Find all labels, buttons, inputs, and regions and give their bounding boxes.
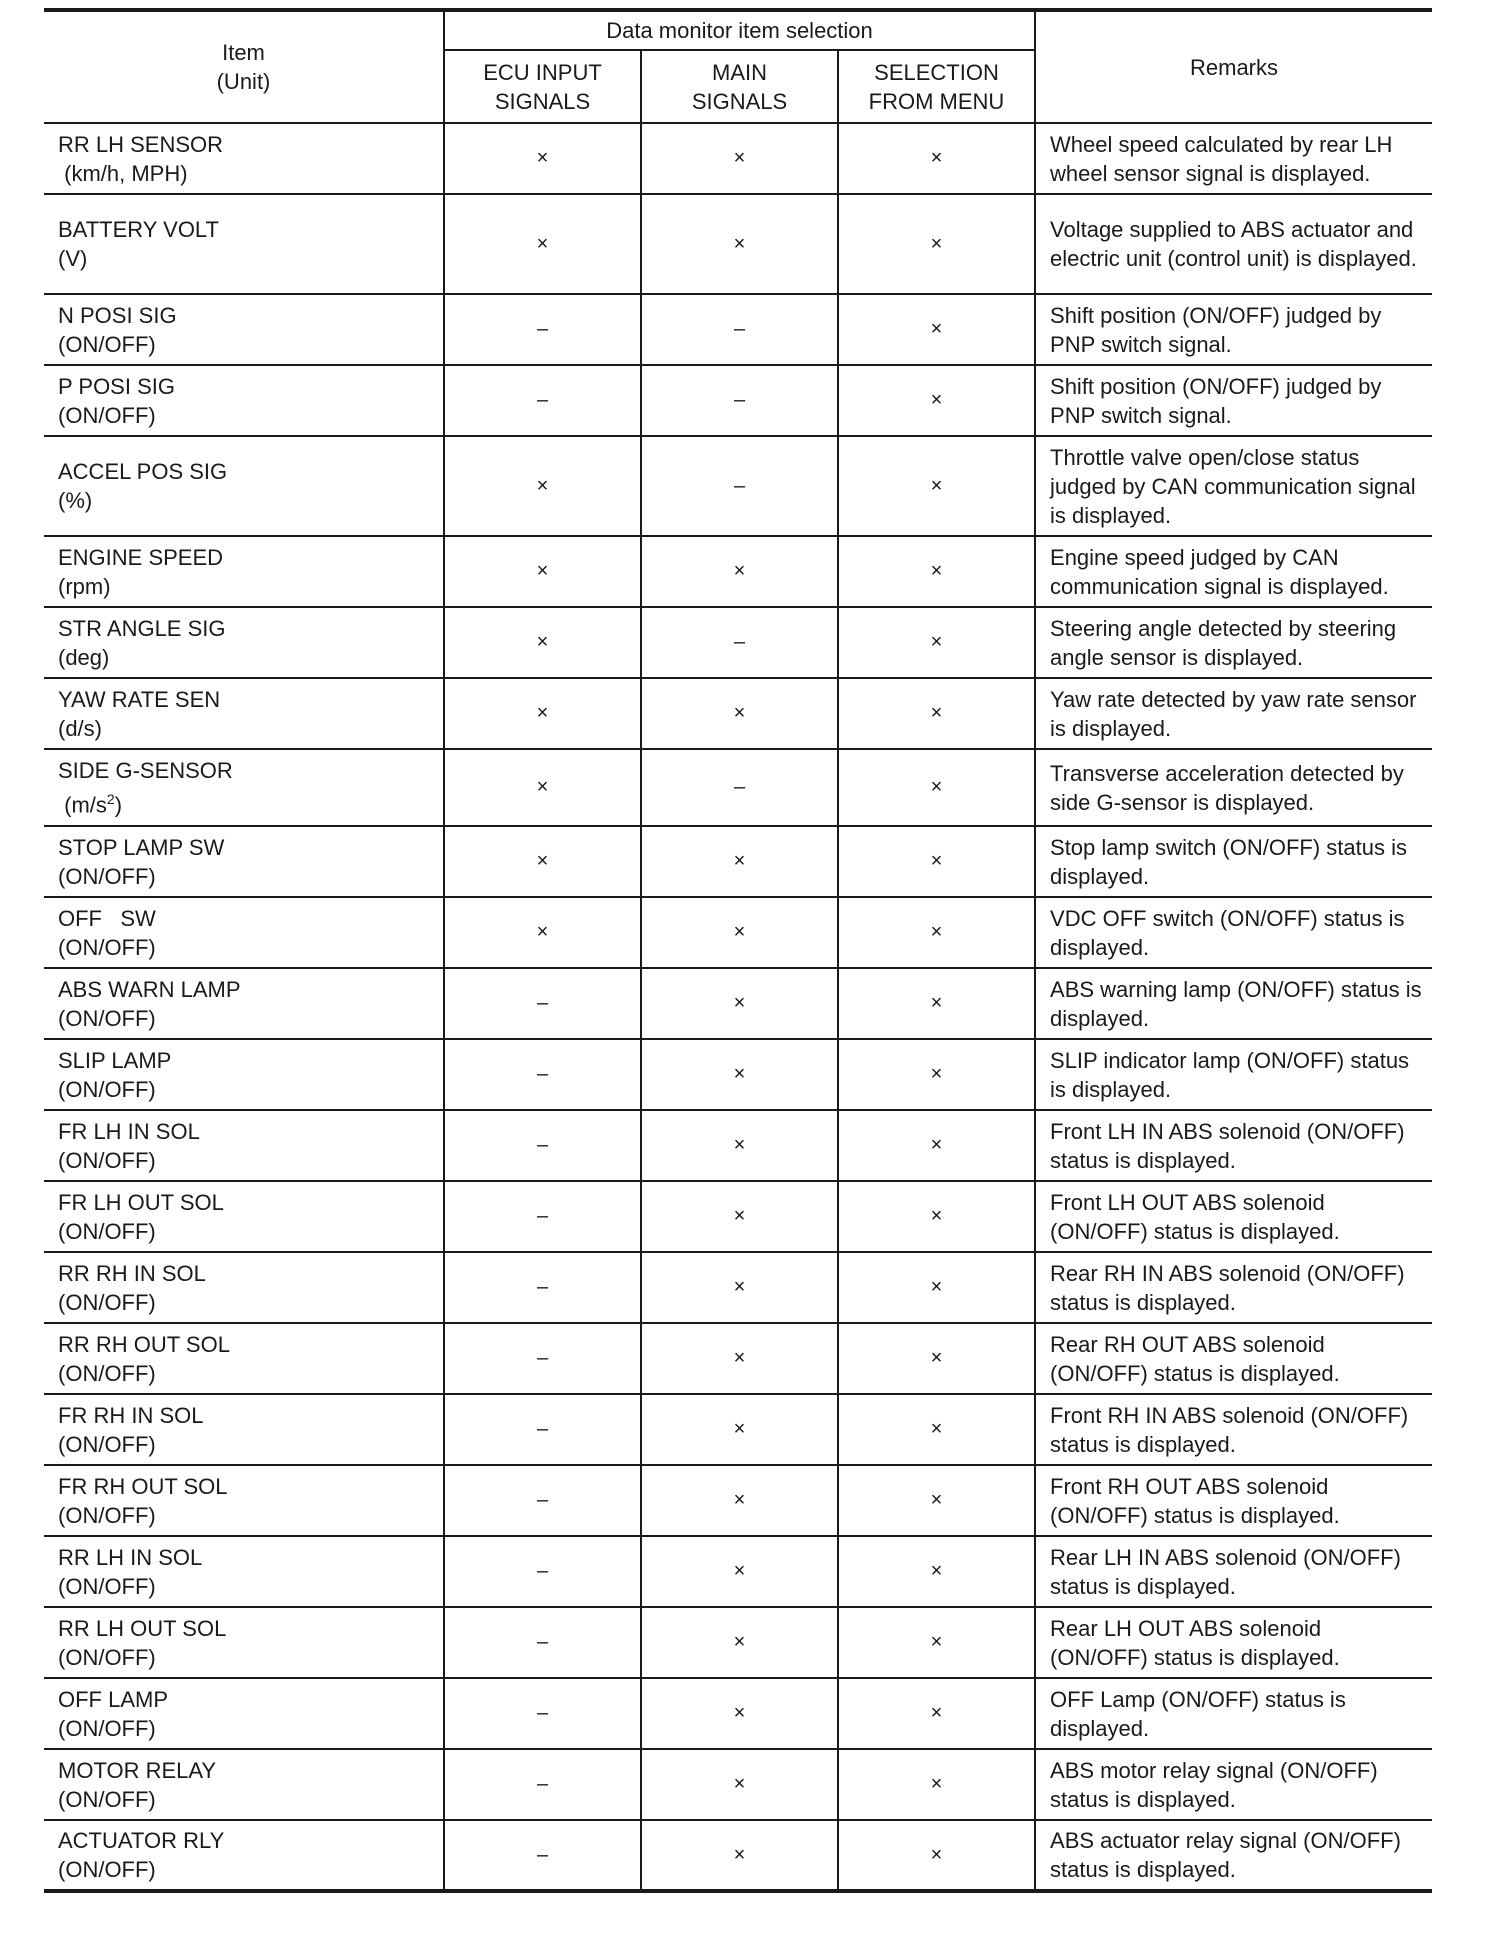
remark-cell: Front LH OUT ABS solenoid (ON/OFF) status is displayed. (1035, 1181, 1432, 1252)
table-row (44, 436, 1432, 536)
mark-main: × (641, 897, 838, 968)
header-remarks: Remarks (1035, 10, 1432, 123)
mark-ecu: – (444, 1323, 641, 1394)
mark-main: × (641, 1607, 838, 1678)
item-unit: (ON/OFF) (58, 402, 156, 428)
item-cell (44, 1323, 444, 1394)
mark-ecu: – (444, 1394, 641, 1465)
mark-menu: × (838, 436, 1035, 536)
mark-ecu: – (444, 365, 641, 436)
remark-cell: Stop lamp switch (ON/OFF) status is displayed. (1035, 826, 1432, 897)
mark-ecu: × (444, 897, 641, 968)
remark-cell: ABS motor relay signal (ON/OFF) status is displayed. (1035, 1749, 1432, 1820)
item-name: RR RH IN SOL (58, 1260, 206, 1286)
mark-main: × (641, 1394, 838, 1465)
table-row (44, 1323, 1432, 1394)
table-row (44, 826, 1432, 897)
mark-menu: × (838, 607, 1035, 678)
table-row (44, 1181, 1432, 1252)
item-name: RR LH IN SOL (58, 1544, 203, 1570)
mark-menu: × (838, 536, 1035, 607)
mark-menu: × (838, 1039, 1035, 1110)
header-main-line2: SIGNALS (691, 88, 788, 114)
header-main-line1: MAIN (712, 59, 767, 85)
item-cell (44, 1394, 444, 1465)
item-unit: (V) (58, 246, 88, 271)
item-cell (44, 1252, 444, 1323)
header-item (44, 10, 444, 123)
item-cell (44, 897, 444, 968)
item-name: N POSI SIG (58, 302, 177, 328)
table-row (44, 1820, 1432, 1891)
mark-main: – (641, 294, 838, 365)
item-unit-close: ) (114, 792, 123, 818)
mark-menu: × (838, 826, 1035, 897)
item-unit-superscript: 2 (106, 790, 115, 807)
item-unit: (ON/OFF) (58, 1573, 156, 1599)
item-cell (44, 536, 444, 607)
remark-cell: Front RH IN ABS solenoid (ON/OFF) status is displayed. (1035, 1394, 1432, 1465)
item-name: SIDE G-SENSOR (58, 757, 233, 783)
item-unit: (d/s) (58, 715, 102, 741)
mark-menu: × (838, 897, 1035, 968)
header-data-monitor: Data monitor item selection (444, 10, 1035, 50)
remark-cell: Steering angle detected by steering angle sensor is displayed. (1035, 607, 1432, 678)
table-row (44, 897, 1432, 968)
table-row (44, 968, 1432, 1039)
remark-cell: VDC OFF switch (ON/OFF) status is displayed. (1035, 897, 1432, 968)
table-row (44, 749, 1432, 826)
item-cell (44, 1607, 444, 1678)
item-name: RR LH SENSOR (58, 131, 224, 157)
mark-ecu: × (444, 607, 641, 678)
header-menu-line1: SELECTION (874, 59, 999, 85)
item-name: P POSI SIG (58, 373, 175, 399)
item-unit: (ON/OFF) (58, 1857, 156, 1882)
mark-menu: × (838, 123, 1035, 194)
table-row (44, 123, 1432, 194)
remark-cell: Front LH IN ABS solenoid (ON/OFF) status is displayed. (1035, 1110, 1432, 1181)
item-unit: (rpm) (58, 573, 111, 599)
item-name: OFF SW (58, 905, 156, 931)
item-unit: (ON/OFF) (58, 1431, 156, 1457)
remark-cell: Rear LH IN ABS solenoid (ON/OFF) status is displayed. (1035, 1536, 1432, 1607)
mark-main: – (641, 436, 838, 536)
item-cell (44, 1465, 444, 1536)
item-unit: (ON/OFF) (58, 1218, 156, 1244)
header-unit-label: (Unit) (216, 69, 271, 94)
table-row (44, 1110, 1432, 1181)
mark-ecu: – (444, 1039, 641, 1110)
item-cell (44, 194, 444, 294)
header-selection-from-menu (838, 50, 1035, 123)
item-cell (44, 436, 444, 536)
item-cell (44, 1536, 444, 1607)
remark-cell: SLIP indicator lamp (ON/OFF) status is displayed. (1035, 1039, 1432, 1110)
table-body (44, 123, 1432, 1891)
mark-menu: × (838, 1820, 1035, 1891)
item-cell (44, 1039, 444, 1110)
remark-cell: Rear RH OUT ABS solenoid (ON/OFF) status is displayed. (1035, 1323, 1432, 1394)
remark-cell: ABS warning lamp (ON/OFF) status is displayed. (1035, 968, 1432, 1039)
table-row (44, 1394, 1432, 1465)
mark-ecu: – (444, 1252, 641, 1323)
mark-menu: × (838, 968, 1035, 1039)
mark-main: – (641, 607, 838, 678)
item-cell (44, 1678, 444, 1749)
mark-main: × (641, 123, 838, 194)
item-name: ABS WARN LAMP (58, 976, 241, 1002)
table-row (44, 1536, 1432, 1607)
table-row (44, 194, 1432, 294)
item-name: SLIP LAMP (58, 1047, 172, 1073)
mark-main: × (641, 1536, 838, 1607)
mark-menu: × (838, 1323, 1035, 1394)
item-unit: (ON/OFF) (58, 863, 156, 889)
mark-main: × (641, 194, 838, 294)
mark-menu: × (838, 1252, 1035, 1323)
remark-cell: Rear RH IN ABS solenoid (ON/OFF) status is displayed. (1035, 1252, 1432, 1323)
table-row (44, 1678, 1432, 1749)
mark-ecu: – (444, 1678, 641, 1749)
mark-menu: × (838, 194, 1035, 294)
item-name: RR RH OUT SOL (58, 1331, 230, 1357)
item-cell (44, 1749, 444, 1820)
item-name: STOP LAMP SW (58, 834, 225, 860)
item-cell (44, 123, 444, 194)
mark-ecu: – (444, 968, 641, 1039)
item-name: FR RH OUT SOL (58, 1473, 228, 1499)
mark-menu: × (838, 1465, 1035, 1536)
item-cell (44, 294, 444, 365)
header-ecu-input-signals (444, 50, 641, 123)
item-name: ACTUATOR RLY (58, 1828, 225, 1853)
item-name: BATTERY VOLT (58, 217, 219, 242)
mark-ecu: – (444, 1536, 641, 1607)
mark-main: × (641, 1465, 838, 1536)
mark-menu: × (838, 1607, 1035, 1678)
mark-menu: × (838, 1394, 1035, 1465)
item-unit: (ON/OFF) (58, 1502, 156, 1528)
mark-main: × (641, 826, 838, 897)
item-cell (44, 968, 444, 1039)
item-unit: (ON/OFF) (58, 934, 156, 960)
item-name: STR ANGLE SIG (58, 615, 226, 641)
mark-main: – (641, 365, 838, 436)
remark-cell: Shift position (ON/OFF) judged by PNP switch signal. (1035, 365, 1432, 436)
item-cell (44, 365, 444, 436)
item-cell (44, 607, 444, 678)
remark-cell: Voltage supplied to ABS actuator and electric unit (control unit) is displayed. (1035, 194, 1432, 294)
header-ecu-line2: SIGNALS (494, 88, 591, 114)
mark-menu: × (838, 749, 1035, 826)
mark-main: × (641, 678, 838, 749)
item-unit: (ON/OFF) (58, 1715, 156, 1741)
header-ecu-line1: ECU INPUT (483, 59, 602, 85)
item-name: ENGINE SPEED (58, 544, 224, 570)
remark-cell: Rear LH OUT ABS solenoid (ON/OFF) status is displayed. (1035, 1607, 1432, 1678)
mark-main: × (641, 1110, 838, 1181)
remark-cell: ABS actuator relay signal (ON/OFF) status is displayed. (1035, 1820, 1432, 1891)
table-row (44, 678, 1432, 749)
item-name: ACCEL POS SIG (58, 459, 228, 484)
mark-main: × (641, 536, 838, 607)
mark-ecu: × (444, 749, 641, 826)
data-monitor-table (44, 8, 1432, 1893)
item-unit: (ON/OFF) (58, 1147, 156, 1173)
mark-ecu: × (444, 536, 641, 607)
mark-menu: × (838, 1181, 1035, 1252)
item-unit: (ON/OFF) (58, 1289, 156, 1315)
table-row (44, 365, 1432, 436)
mark-ecu: × (444, 123, 641, 194)
item-unit: (ON/OFF) (58, 1005, 156, 1031)
mark-main: × (641, 968, 838, 1039)
mark-menu: × (838, 1110, 1035, 1181)
mark-main: – (641, 749, 838, 826)
mark-ecu: × (444, 678, 641, 749)
table-row (44, 1465, 1432, 1536)
item-unit: (ON/OFF) (58, 1786, 156, 1812)
item-name: MOTOR RELAY (58, 1757, 217, 1783)
table-row (44, 1749, 1432, 1820)
item-unit: (ON/OFF) (58, 1644, 156, 1670)
mark-ecu: – (444, 1820, 641, 1891)
remark-cell: Throttle valve open/close status judged by CAN communication signal is displayed. (1035, 436, 1432, 536)
remark-cell: Transverse acceleration detected by side G-sensor is displayed. (1035, 749, 1432, 826)
mark-ecu: – (444, 1181, 641, 1252)
item-cell (44, 1820, 444, 1891)
item-cell (44, 749, 444, 826)
mark-ecu: – (444, 1749, 641, 1820)
mark-ecu: – (444, 294, 641, 365)
mark-ecu: – (444, 1607, 641, 1678)
remark-cell: Front RH OUT ABS solenoid (ON/OFF) status is displayed. (1035, 1465, 1432, 1536)
item-unit: (ON/OFF) (58, 1076, 156, 1102)
table-row (44, 294, 1432, 365)
item-name: FR RH IN SOL (58, 1402, 204, 1428)
mark-ecu: – (444, 1110, 641, 1181)
mark-ecu: × (444, 194, 641, 294)
table-row (44, 1039, 1432, 1110)
mark-menu: × (838, 1678, 1035, 1749)
item-cell (44, 678, 444, 749)
mark-ecu: × (444, 826, 641, 897)
item-name: FR LH OUT SOL (58, 1189, 224, 1215)
item-unit (58, 785, 437, 819)
table-row (44, 1252, 1432, 1323)
item-unit: (ON/OFF) (58, 1360, 156, 1386)
mark-menu: × (838, 678, 1035, 749)
header-menu-line2: FROM MENU (868, 88, 1005, 114)
item-name: OFF LAMP (58, 1686, 169, 1712)
item-unit-base: (m/s (58, 792, 107, 818)
mark-main: × (641, 1749, 838, 1820)
mark-main: × (641, 1252, 838, 1323)
remark-cell: Shift position (ON/OFF) judged by PNP switch signal. (1035, 294, 1432, 365)
item-cell (44, 826, 444, 897)
mark-menu: × (838, 1536, 1035, 1607)
mark-menu: × (838, 1749, 1035, 1820)
remark-cell: Engine speed judged by CAN communication signal is displayed. (1035, 536, 1432, 607)
mark-ecu: – (444, 1465, 641, 1536)
table-row (44, 607, 1432, 678)
mark-menu: × (838, 365, 1035, 436)
mark-menu: × (838, 294, 1035, 365)
item-name: RR LH OUT SOL (58, 1615, 227, 1641)
mark-ecu: × (444, 436, 641, 536)
item-unit: (deg) (58, 644, 110, 670)
mark-main: × (641, 1820, 838, 1891)
table-row (44, 1607, 1432, 1678)
mark-main: × (641, 1039, 838, 1110)
mark-main: × (641, 1181, 838, 1252)
header-item-label: Item (222, 40, 265, 65)
table-row (44, 536, 1432, 607)
item-cell (44, 1110, 444, 1181)
mark-main: × (641, 1678, 838, 1749)
header-main-signals (641, 50, 838, 123)
item-name: FR LH IN SOL (58, 1118, 200, 1144)
remark-cell: Wheel speed calculated by rear LH wheel sensor signal is displayed. (1035, 123, 1432, 194)
item-unit: (ON/OFF) (58, 331, 156, 357)
remark-cell: OFF Lamp (ON/OFF) status is displayed. (1035, 1678, 1432, 1749)
item-unit: (km/h, MPH) (58, 160, 188, 186)
remark-cell: Yaw rate detected by yaw rate sensor is displayed. (1035, 678, 1432, 749)
item-unit: (%) (58, 488, 93, 513)
item-cell (44, 1181, 444, 1252)
item-name: YAW RATE SEN (58, 686, 221, 712)
mark-main: × (641, 1323, 838, 1394)
